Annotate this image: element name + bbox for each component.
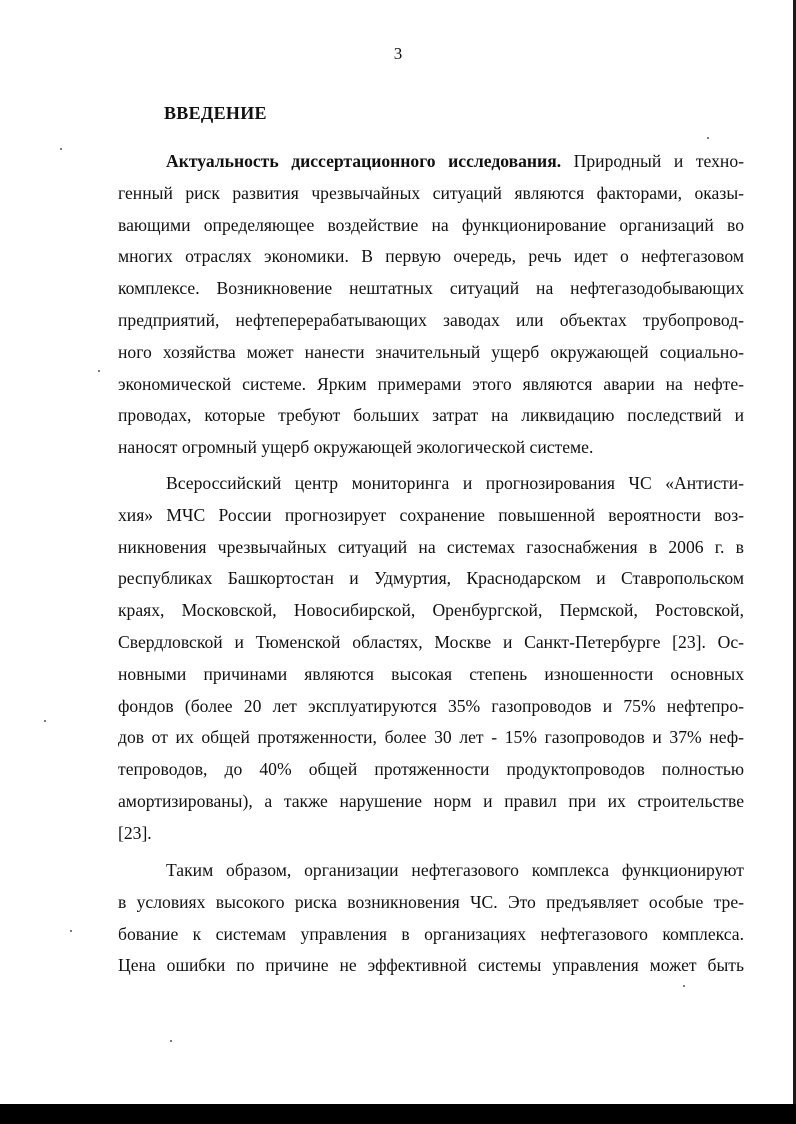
text-line: дов от их общей протяженности, более 30 лет - 15% газопроводов и 37% неф- xyxy=(118,727,744,748)
text-line: фондов (более 20 лет эксплуатируются 35% газопроводов и 75% нефтепро- xyxy=(118,695,744,716)
scan-speck xyxy=(170,1040,172,1042)
section-heading: ВВЕДЕНИЕ xyxy=(164,103,267,123)
paragraph-1 xyxy=(118,146,744,464)
scan-speck xyxy=(44,720,46,722)
scan-speck xyxy=(70,930,72,932)
text-line: никновения чрезвычайных ситуаций на системах газоснабжения в 2006 г. в xyxy=(118,536,744,557)
paragraph-lead: Актуальность диссертационного исследования. xyxy=(166,151,562,171)
text-line: Таким образом, организации нефтегазового комплекса функционируют xyxy=(166,860,744,880)
scan-speck xyxy=(98,370,100,372)
text-line: комплексе. Возникновение нештатных ситуаций на нефтегазодобывающих xyxy=(118,278,744,299)
text-line: тепроводов, до 40% общей протяженности продуктопроводов полностью xyxy=(118,759,744,780)
scan-speck xyxy=(707,137,709,139)
paragraph-2 xyxy=(118,468,744,850)
text-line: хия» МЧС России прогнозирует сохранение повышенной вероятности воз- xyxy=(118,504,744,525)
text-line: Всероссийский центр мониторинга и прогнозирования ЧС «Антисти- xyxy=(166,473,744,493)
paragraph-3 xyxy=(118,855,744,982)
text-line: экономической системе. Ярким примерами этого являются аварии на нефте- xyxy=(118,373,744,394)
text-line: [23]. xyxy=(118,822,152,843)
text-line-content: Природный и техно- xyxy=(561,151,744,171)
text-line: новными причинами являются высокая степень изношенности основных xyxy=(118,663,744,684)
page-number: 3 xyxy=(393,44,403,63)
scan-speck xyxy=(60,148,62,150)
text-line: многих отраслях экономики. В первую очередь, речь идет о нефтегазовом xyxy=(118,246,744,267)
text-line: бование к системам управления в организациях нефтегазового комплекса. xyxy=(118,923,744,944)
text-line: республиках Башкортостан и Удмуртия, Краснодарском и Ставропольском xyxy=(118,568,744,589)
text-line: генный риск развития чрезвычайных ситуаций являются факторами, оказы- xyxy=(118,182,744,203)
scan-bottom-edge xyxy=(0,1104,796,1124)
text-line: проводах, которые требуют больших затрат на ликвидацию последствий и xyxy=(118,405,744,426)
scan-speck xyxy=(683,985,685,987)
text-line: ного хозяйства может нанести значительный ущерб окружающей социально- xyxy=(118,341,744,362)
text-line: наносят огромный ущерб окружающей экологической системе. xyxy=(118,437,594,458)
text-line: вающими определяющее воздействие на функционирование организаций во xyxy=(118,214,744,235)
text-line: Свердловской и Тюменской областях, Москве и Санкт-Петербурге [23]. Ос- xyxy=(118,631,744,652)
text-line: Цена ошибки по причине не эффективной системы управления может быть xyxy=(118,955,744,976)
text-line xyxy=(118,146,744,178)
text-line: предприятий, нефтеперерабатывающих заводах или объектах трубопровод- xyxy=(118,309,744,330)
text-line: краях, Московской, Новосибирской, Оренбургской, Пермской, Ростовской, xyxy=(118,600,744,621)
text-line: в условиях высокого риска возникновения ЧС. Это предъявляет особые тре- xyxy=(118,891,744,912)
text-line: амортизированы), а также нарушение норм и правил при их строительстве xyxy=(118,790,744,811)
